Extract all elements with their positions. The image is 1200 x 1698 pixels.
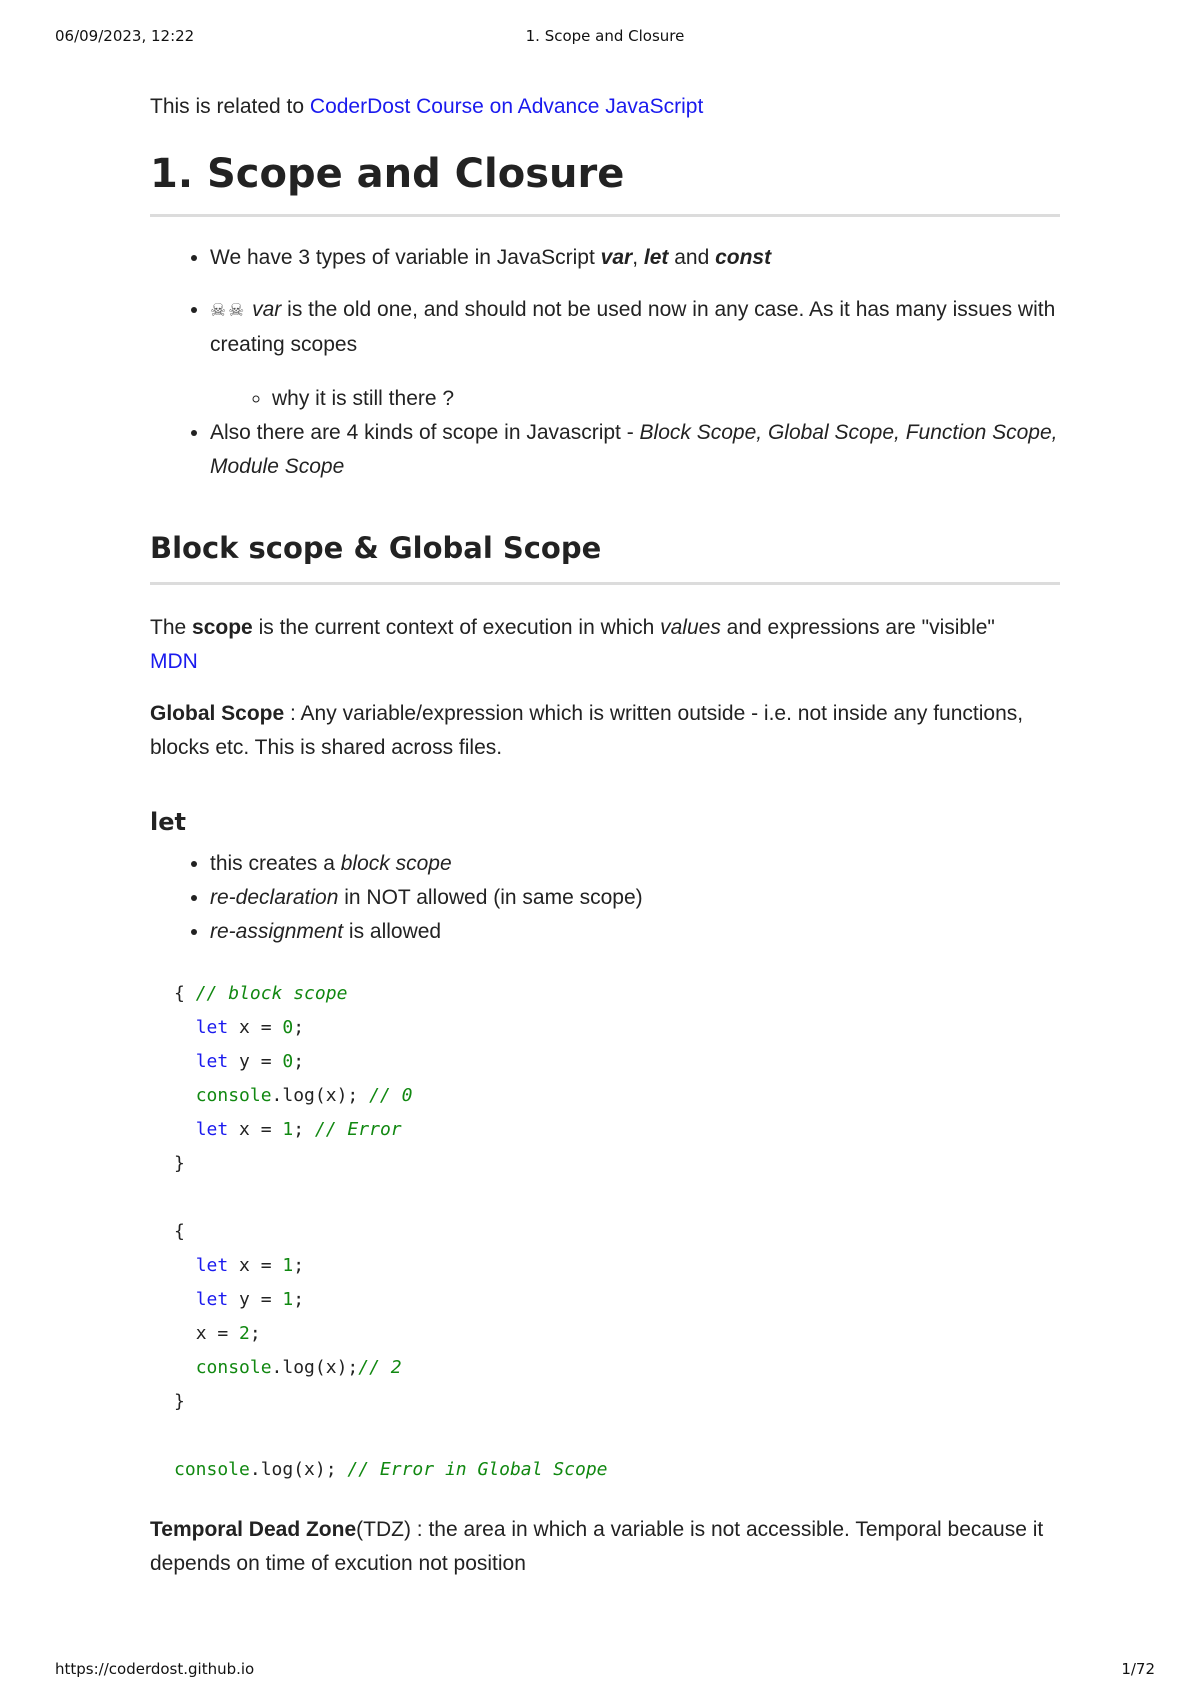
print-url: https://coderdost.github.io (55, 1660, 255, 1678)
code-line: let y = 1; (195, 1289, 305, 1310)
code-line: let x = 1; (195, 1255, 305, 1276)
sub-list (210, 382, 1060, 416)
subsection-heading: let (150, 808, 186, 836)
code-line: } (174, 1153, 185, 1174)
code-line: let y = 0; (195, 1051, 305, 1072)
intro-text: This is related to (150, 95, 310, 118)
code-line: console.log(x);// 2 (195, 1357, 402, 1378)
document-body (150, 90, 1060, 1581)
mdn-link[interactable]: MDN (150, 650, 198, 673)
code-line: { // block scope (174, 983, 348, 1004)
list-item: • re-assignment is allowed (210, 915, 1060, 949)
list-item: • ☠☠ var is the old one, and should not be used now in any case. As it has many issues with creating scopes ◦ why it is still there ? (210, 293, 1060, 416)
code-line: console.log(x); // Error in Global Scope (174, 1459, 608, 1480)
code-line: let x = 0; (195, 1017, 305, 1038)
skull-icon: ☠☠ (210, 300, 247, 321)
list-item: • We have 3 types of variable in JavaScript var, let and const (210, 241, 1060, 275)
overview-list (150, 241, 1060, 484)
code-line: x = 2; (195, 1323, 261, 1344)
code-line: let x = 1; // Error (195, 1119, 402, 1140)
list-item: ◦ why it is still there ? (272, 382, 1060, 416)
list-item: • re-declaration in NOT allowed (in same scope) (210, 881, 1060, 915)
scope-paragraph: The scope is the current context of execution in which values and expressions are "visible" MDN (150, 616, 995, 673)
list-item: • this creates a block scope (210, 847, 1060, 881)
list-item: • Also there are 4 kinds of scope in Javascript - Block Scope, Global Scope, Function Scope, Module Scope (210, 416, 1060, 484)
global-scope-paragraph: Global Scope : Any variable/expression which is written outside - i.e. not inside any functions, blocks etc. This is shared across files. (150, 702, 1024, 759)
let-list (150, 847, 1060, 949)
tdz-paragraph: Temporal Dead Zone(TDZ) : the area in which a variable is not accessible. Temporal because it depends on time of excution not position (150, 1518, 1044, 1575)
code-line: console.log(x); // 0 (195, 1085, 413, 1106)
code-line: } (174, 1391, 185, 1412)
code-line: { (174, 1221, 185, 1242)
page-title: 1. Scope and Closure (150, 148, 1060, 217)
section-heading: Block scope & Global Scope (150, 528, 1060, 585)
print-datetime: 06/09/2023, 12:22 (55, 27, 195, 45)
code-block (150, 977, 1060, 1487)
print-title: 1. Scope and Closure (525, 27, 685, 45)
intro-paragraph (150, 90, 1060, 124)
page-number: 1/72 (1121, 1660, 1155, 1678)
course-link[interactable]: CoderDost Course on Advance JavaScript (309, 95, 704, 118)
